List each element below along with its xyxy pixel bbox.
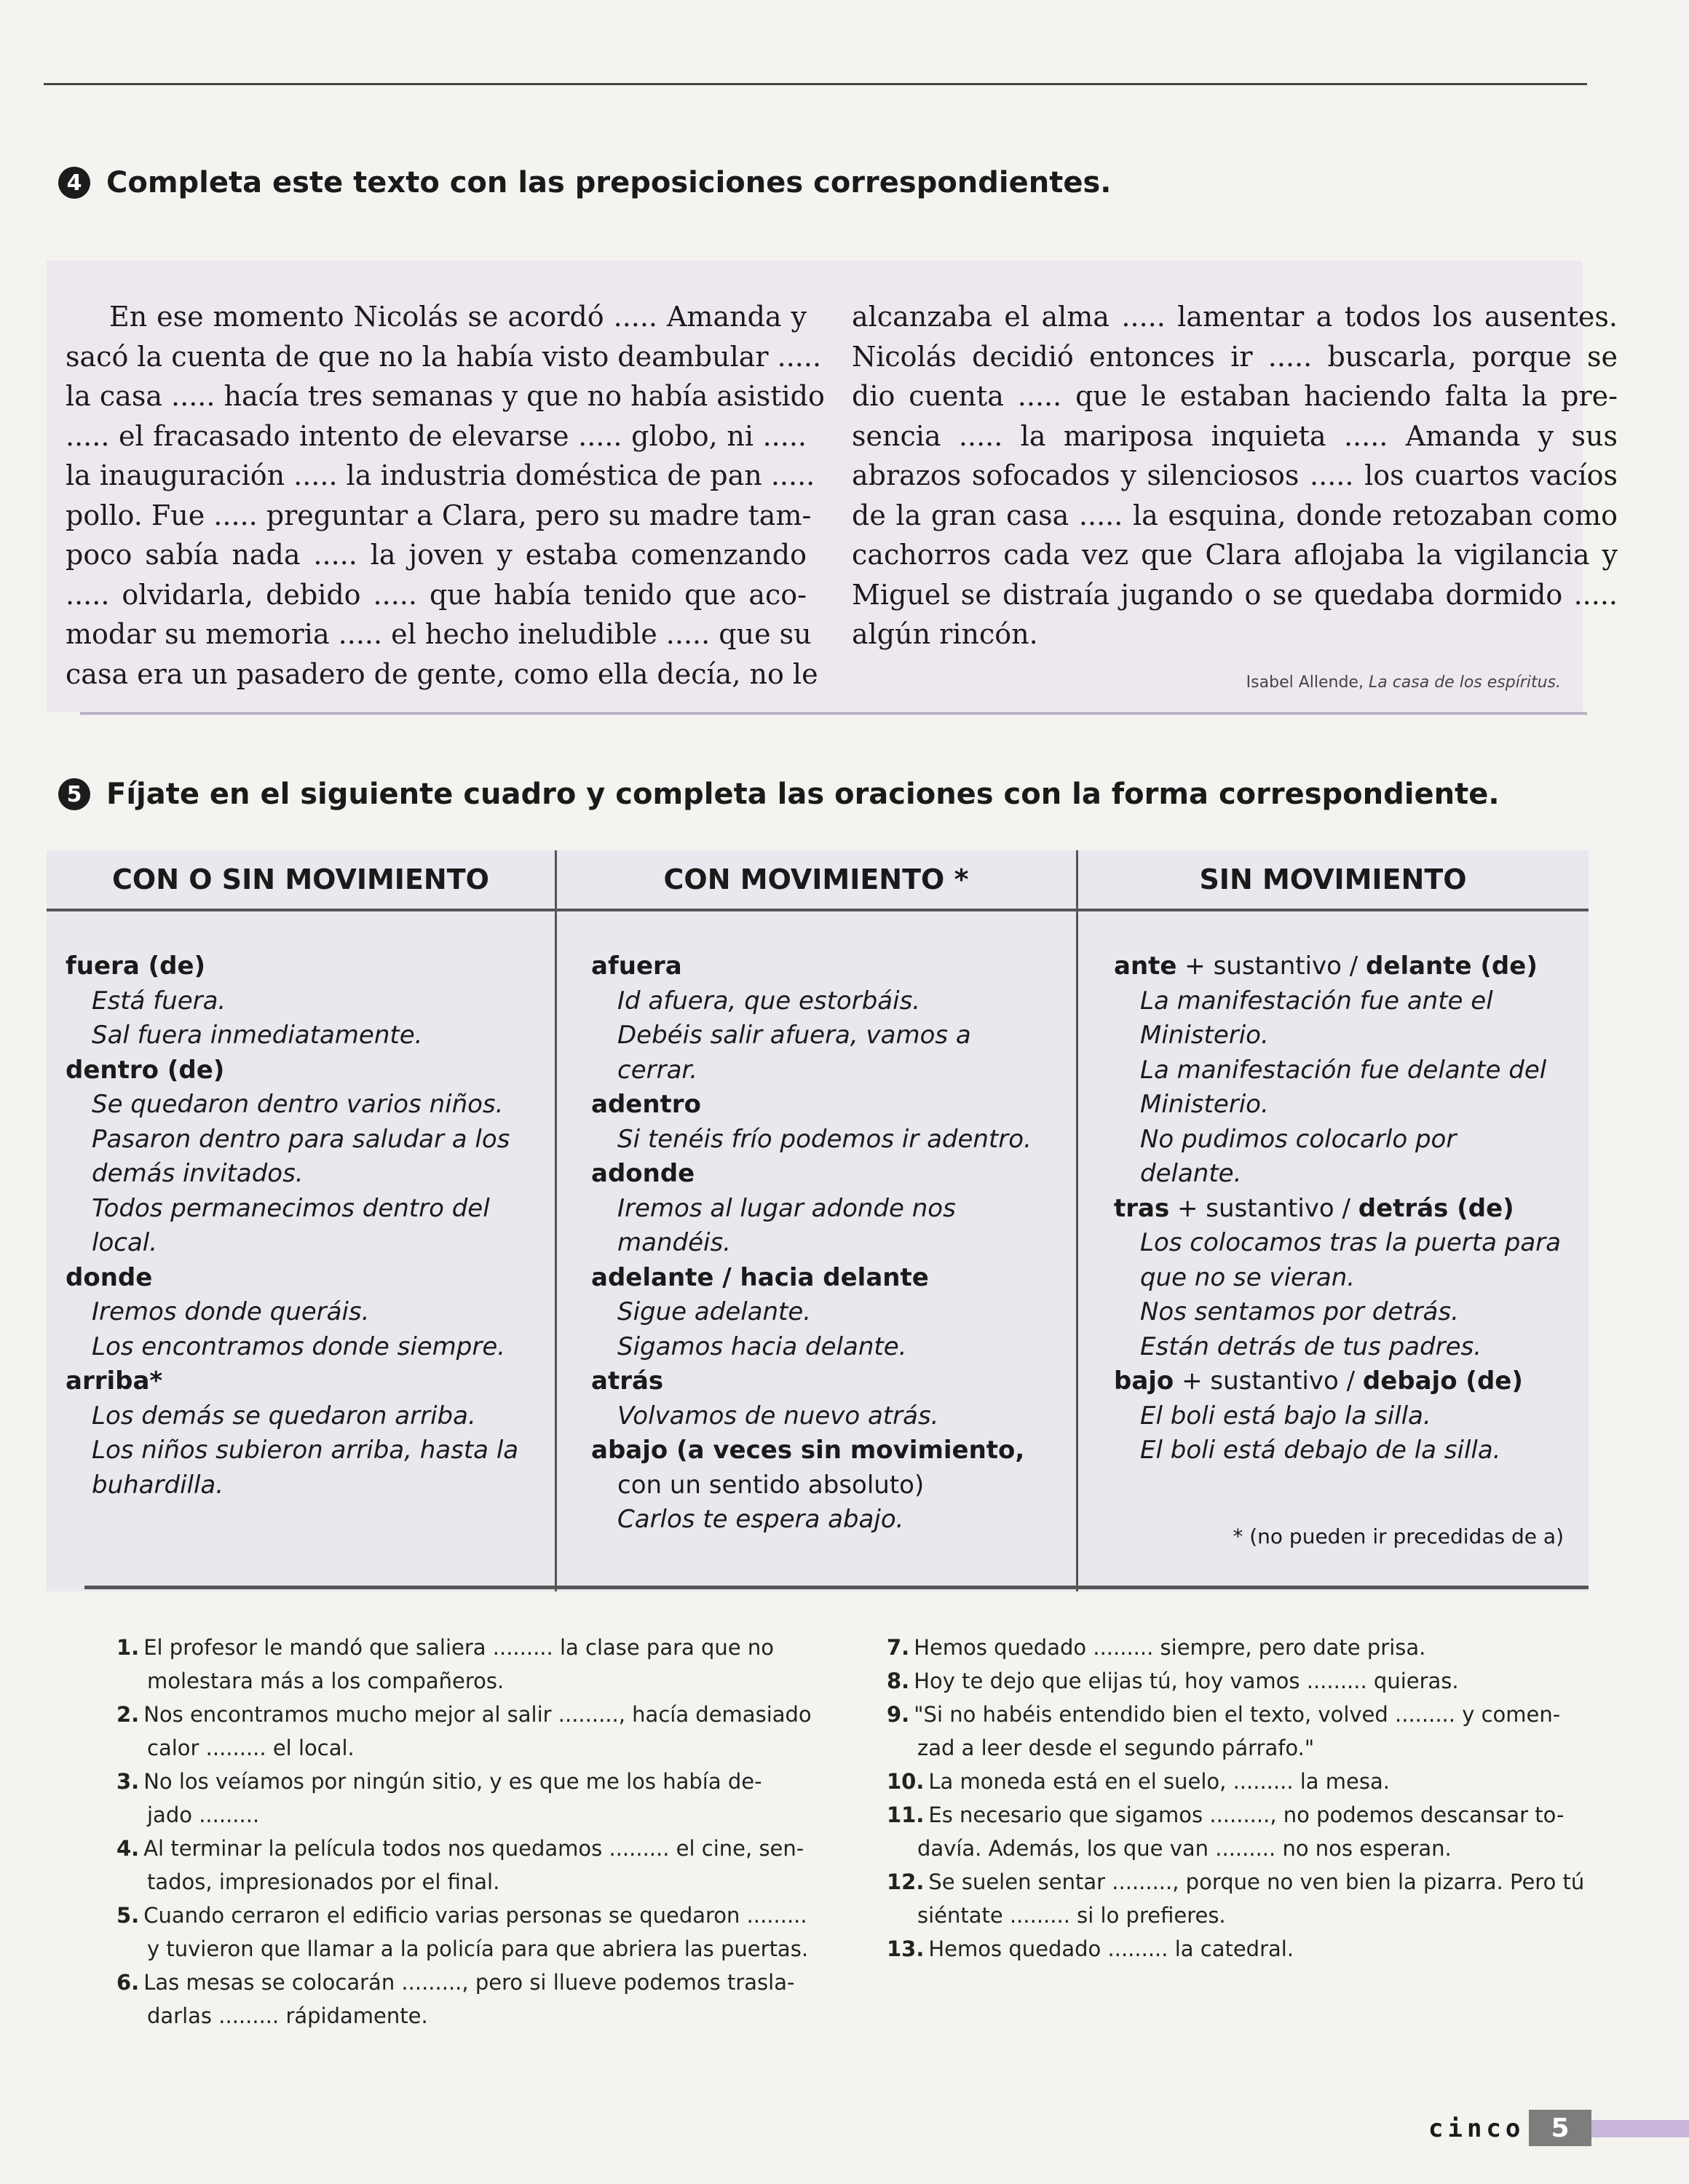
term: arriba*	[66, 1366, 163, 1396]
column-header: CON O SIN MOVIMIENTO	[112, 863, 489, 895]
passage-line: alcanzaba el alma ..... lamentar a todos los ausentes.	[852, 301, 1618, 333]
term: dentro (de)	[66, 1055, 225, 1085]
exercise-4-heading	[58, 166, 1112, 199]
sentence-item: 9. "Si no habéis entendido bien el texto, volved ......... y comen- zad a leer desde el segundo párrafo."	[887, 1702, 1561, 1760]
example: La manifestación fue delante del	[1140, 1055, 1547, 1085]
passage-right-column	[852, 297, 1618, 654]
passage-line: sencia ..... la mariposa inquieta ..... Amanda y sus	[852, 419, 1618, 452]
example: Iremos donde queráis.	[92, 1297, 370, 1326]
column-sin-movimiento	[1114, 949, 1580, 1468]
passage-line: Miguel se distraía jugando o se quedaba dormido .....	[852, 578, 1618, 611]
term: donde	[66, 1262, 153, 1292]
passage-line: poco sabía nada ..... la joven y estaba comenzando	[66, 539, 807, 571]
exercise-5-heading	[58, 778, 1500, 811]
example: Id afuera, que estorbáis.	[617, 986, 921, 1016]
passage-line: la casa ..... hacía tres semanas y que no había asistido	[66, 380, 825, 412]
passage-line: la inauguración ..... la industria doméstica de pan .....	[66, 459, 815, 491]
example: Nos sentamos por detrás.	[1140, 1297, 1459, 1326]
example: Sigue adelante.	[617, 1297, 812, 1326]
passage-line: algún rincón.	[852, 618, 1038, 650]
example: Carlos te espera abajo.	[617, 1505, 904, 1534]
column-header: SIN MOVIMIENTO	[1199, 863, 1467, 895]
passage-line: Nicolás decidió entonces ir ..... buscarla, porque se	[852, 340, 1618, 373]
example: Iremos al lugar adonde nos	[617, 1193, 956, 1223]
column-divider	[1076, 850, 1078, 1591]
sentences-left-column	[116, 1631, 844, 2033]
sentence-item: 1. El profesor le mandó que saliera ......... la clase para que no molestara más a los compañeros.	[116, 1635, 774, 1693]
sentences-right-column	[887, 1631, 1590, 1966]
term: ante + sustantivo / delante (de)	[1114, 951, 1538, 981]
page-number: 5	[1529, 2110, 1591, 2146]
example: Todos permanecimos dentro del	[92, 1193, 490, 1223]
example: Sal fuera inmediatamente.	[92, 1021, 423, 1050]
passage-left-column	[66, 297, 825, 694]
reading-passage-box	[47, 261, 1618, 712]
source-author: Isabel Allende,	[1246, 673, 1364, 692]
column-header: CON MOVIMIENTO *	[663, 863, 969, 895]
sentence-item: 4. Al terminar la película todos nos quedamos ......... el cine, sen- tados, impresionados por el final.	[116, 1836, 804, 1894]
term: adonde	[591, 1159, 695, 1188]
example: El boli está debajo de la silla.	[1140, 1436, 1501, 1465]
term: atrás	[591, 1366, 664, 1396]
exercise-number-badge: 4	[58, 167, 90, 199]
passage-bottom-rule	[80, 712, 1587, 715]
example: No pudimos colocarlo por	[1140, 1124, 1457, 1154]
column-con-o-sin	[66, 949, 546, 1503]
term: tras + sustantivo / detrás (de)	[1114, 1193, 1514, 1223]
table-bottom-rule	[84, 1586, 1589, 1589]
term: afuera	[591, 951, 682, 981]
sentence-item: 7. Hemos quedado ......... siempre, pero date prisa.	[887, 1635, 1426, 1660]
column-divider	[555, 850, 557, 1591]
page-color-bar	[1591, 2120, 1689, 2137]
prepositions-table	[47, 850, 1589, 1591]
example: Los encontramos donde siempre.	[92, 1332, 506, 1361]
example: demás invitados.	[92, 1159, 304, 1188]
passage-line: de la gran casa ..... la esquina, donde retozaban como	[852, 499, 1618, 531]
passage-line: casa era un pasadero de gente, como ella decía, no le	[66, 657, 818, 690]
example: El boli está bajo la silla.	[1140, 1401, 1431, 1431]
header-rule	[47, 909, 1589, 911]
term: adentro	[591, 1090, 701, 1119]
example: Los niños subieron arriba, hasta la	[92, 1436, 519, 1465]
example: Sigamos hacia delante.	[617, 1332, 907, 1361]
passage-line: abrazos sofocados y silenciosos ..... los cuartos vacíos	[852, 459, 1618, 491]
example: Los demás se quedaron arriba.	[92, 1401, 476, 1431]
example: local.	[92, 1228, 158, 1257]
example: La manifestación fue ante el	[1140, 986, 1493, 1016]
example: Ministerio.	[1140, 1021, 1269, 1050]
example: cerrar.	[617, 1055, 698, 1085]
example: Se quedaron dentro varios niños.	[92, 1090, 504, 1119]
passage-line: pollo. Fue ..... preguntar a Clara, pero su madre tam-	[66, 499, 812, 531]
example: Está fuera.	[92, 986, 226, 1016]
example: Pasaron dentro para saludar a los	[92, 1124, 510, 1154]
example: Si tenéis frío podemos ir adentro.	[617, 1124, 1032, 1154]
sentence-item: 3. No los veíamos por ningún sitio, y es que me los había de- jado .........	[116, 1769, 762, 1827]
source-citation	[1246, 673, 1561, 692]
sentence-item: 6. Las mesas se colocarán ........., pero si llueve podemos trasla- darlas ......... rápidamente.	[116, 1970, 795, 2028]
page-label: cinco	[1428, 2114, 1525, 2143]
passage-line: modar su memoria ..... el hecho ineludible ..... que su	[66, 618, 812, 650]
table-footnote: * (no pueden ir precedidas de a)	[1233, 1524, 1564, 1548]
example: buhardilla.	[92, 1470, 224, 1500]
exercise-instruction: Completa este texto con las preposiciones correspondientes.	[106, 166, 1112, 199]
term: fuera (de)	[66, 951, 206, 981]
example: que no se vieran.	[1140, 1262, 1356, 1292]
example: Los colocamos tras la puerta para	[1140, 1228, 1561, 1257]
example: Volvamos de nuevo atrás.	[617, 1401, 939, 1431]
passage-line: sacó la cuenta de que no la había visto deambular .....	[66, 340, 822, 373]
example: Ministerio.	[1140, 1090, 1269, 1119]
term-note: con un sentido absoluto)	[617, 1470, 925, 1500]
passage-line: En ese momento Nicolás se acordó ..... Amanda y	[109, 301, 807, 333]
example: Debéis salir afuera, vamos a	[617, 1021, 971, 1050]
term: bajo + sustantivo / debajo (de)	[1114, 1366, 1523, 1396]
sentence-item: 13. Hemos quedado ......... la catedral.	[887, 1936, 1294, 1961]
passage-line: ..... el fracasado intento de elevarse ..... globo, ni .....	[66, 419, 807, 452]
passage-line: cachorros cada vez que Clara aflojaba la vigilancia y	[852, 539, 1618, 571]
column-con-movimiento	[591, 949, 1064, 1538]
sentence-item: 2. Nos encontramos mucho mejor al salir ........., hacía demasiado calor ......... el local.	[116, 1702, 812, 1760]
source-title: La casa de los espíritus.	[1368, 673, 1561, 692]
example: delante.	[1140, 1159, 1242, 1188]
sentence-item: 11. Es necesario que sigamos ........., no podemos descansar to- davía. Además, los que van ......... no nos esperan.	[887, 1803, 1565, 1861]
sentence-item: 5. Cuando cerraron el edificio varias personas se quedaron ......... y tuvieron que llamar a la policía para que abriera las puertas.	[116, 1903, 809, 1961]
term: abajo (a veces sin movimiento,	[591, 1436, 1025, 1465]
example: Están detrás de tus padres.	[1140, 1332, 1482, 1361]
sentence-item: 8. Hoy te dejo que elijas tú, hoy vamos ......... quieras.	[887, 1669, 1459, 1693]
passage-line: dio cuenta ..... que le estaban haciendo falta la pre-	[852, 380, 1618, 412]
passage-line: ..... olvidarla, debido ..... que había tenido que aco-	[66, 578, 807, 611]
term: adelante / hacia delante	[591, 1262, 929, 1292]
example: mandéis.	[617, 1228, 731, 1257]
exercise-number-badge: 5	[58, 778, 90, 810]
sentence-item: 12. Se suelen sentar ........., porque no ven bien la pizarra. Pero tú siéntate ......... si lo prefieres.	[887, 1870, 1585, 1928]
sentence-item: 10. La moneda está en el suelo, ......... la mesa.	[887, 1769, 1390, 1794]
top-rule	[44, 83, 1587, 85]
exercise-instruction: Fíjate en el siguiente cuadro y completa las oraciones con la forma correspondiente.	[106, 778, 1500, 811]
